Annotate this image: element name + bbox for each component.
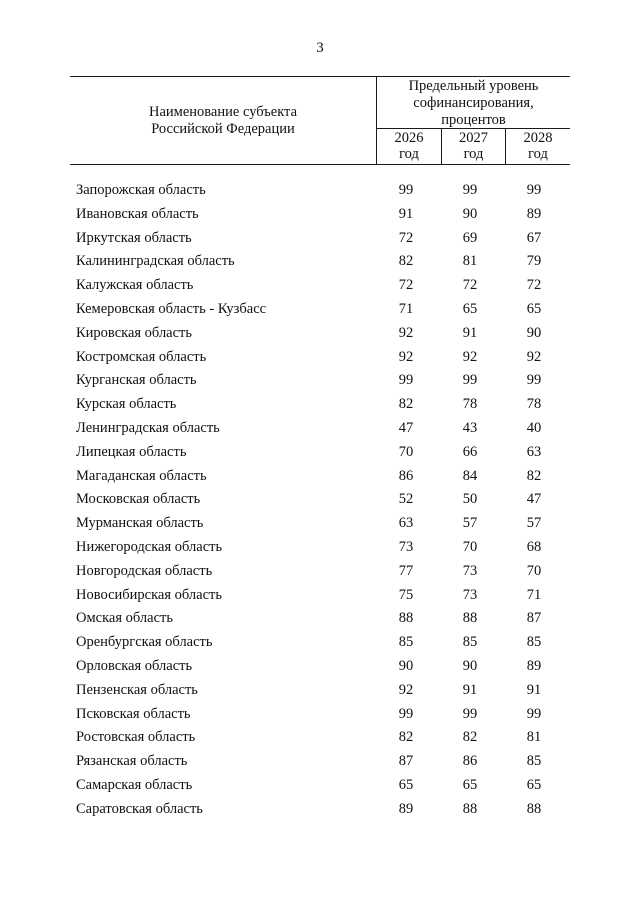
table-row xyxy=(0,655,640,679)
cofinancing-value-2027: 50 xyxy=(462,491,478,508)
region-name: Оренбургская область xyxy=(76,634,213,651)
table-row xyxy=(0,512,640,536)
cofinancing-value-2028: 63 xyxy=(526,443,542,460)
level-column-header xyxy=(377,78,570,129)
cofinancing-value-2026: 88 xyxy=(398,610,414,627)
cofinancing-value-2027: 91 xyxy=(462,681,478,698)
year-header-2028 xyxy=(506,130,570,162)
year-label: 2026 xyxy=(394,130,424,146)
cofinancing-value-2027: 65 xyxy=(462,776,478,793)
table-row xyxy=(0,465,640,489)
region-name: Иркутская область xyxy=(76,229,192,246)
cofinancing-value-2027: 88 xyxy=(462,610,478,627)
table-row xyxy=(0,631,640,655)
cofinancing-value-2026: 63 xyxy=(398,515,414,532)
cofinancing-value-2026: 82 xyxy=(398,729,414,746)
cofinancing-value-2026: 99 xyxy=(398,705,414,722)
cofinancing-value-2028: 89 xyxy=(526,657,542,674)
region-name: Липецкая область xyxy=(76,443,187,460)
cofinancing-value-2026: 99 xyxy=(398,372,414,389)
table-row xyxy=(0,274,640,298)
cofinancing-value-2028: 85 xyxy=(526,753,542,770)
table-row xyxy=(0,703,640,727)
cofinancing-value-2028: 82 xyxy=(526,467,542,484)
cofinancing-value-2027: 66 xyxy=(462,443,478,460)
cofinancing-value-2028: 47 xyxy=(526,491,542,508)
cofinancing-value-2028: 65 xyxy=(526,776,542,793)
region-name: Магаданская область xyxy=(76,467,207,484)
table-row xyxy=(0,750,640,774)
cofinancing-value-2028: 70 xyxy=(526,562,542,579)
table-row xyxy=(0,488,640,512)
cofinancing-value-2027: 99 xyxy=(462,372,478,389)
cofinancing-value-2028: 92 xyxy=(526,348,542,365)
cofinancing-value-2027: 91 xyxy=(462,324,478,341)
table-row xyxy=(0,441,640,465)
cofinancing-value-2026: 52 xyxy=(398,491,414,508)
region-name: Кировская область xyxy=(76,324,193,341)
cofinancing-value-2028: 99 xyxy=(526,705,542,722)
table-row xyxy=(0,250,640,274)
cofinancing-value-2026: 99 xyxy=(398,182,414,198)
region-name: Костромская область xyxy=(76,348,207,365)
region-name: Новгородская область xyxy=(76,562,213,579)
year-label: 2028 xyxy=(523,130,553,146)
cofinancing-value-2027: 88 xyxy=(462,800,478,817)
cofinancing-value-2028: 57 xyxy=(526,515,542,532)
cofinancing-value-2027: 73 xyxy=(462,562,478,579)
cofinancing-value-2026: 87 xyxy=(398,753,414,770)
cofinancing-value-2027: 69 xyxy=(462,229,478,246)
table-row xyxy=(0,560,640,584)
cofinancing-value-2026: 85 xyxy=(398,634,414,651)
cofinancing-value-2027: 72 xyxy=(462,277,478,294)
year-label: 2027 xyxy=(459,130,488,146)
region-name: Саратовская область xyxy=(76,800,203,817)
table-body xyxy=(0,179,640,822)
cofinancing-value-2026: 72 xyxy=(398,277,414,294)
cofinancing-value-2028: 68 xyxy=(526,538,542,555)
cofinancing-value-2026: 86 xyxy=(398,467,414,484)
cofinancing-value-2027: 92 xyxy=(462,348,478,365)
cofinancing-value-2027: 73 xyxy=(462,586,478,603)
cofinancing-value-2027: 90 xyxy=(462,657,478,674)
region-name: Московская область xyxy=(76,491,201,508)
subject-header-line: Российской Федерации xyxy=(151,121,295,137)
year-unit: год xyxy=(399,146,419,162)
cofinancing-value-2026: 92 xyxy=(398,681,414,698)
region-name: Новосибирская область xyxy=(76,586,222,603)
cofinancing-value-2027: 43 xyxy=(462,419,478,436)
level-header-line: софинансирования, xyxy=(413,95,534,111)
cofinancing-value-2027: 82 xyxy=(462,729,478,746)
cofinancing-value-2028: 99 xyxy=(526,182,542,198)
region-name: Калининградская область xyxy=(76,253,235,270)
cofinancing-value-2027: 84 xyxy=(462,467,478,484)
cofinancing-value-2027: 99 xyxy=(462,705,478,722)
cofinancing-value-2026: 72 xyxy=(398,229,414,246)
cofinancing-value-2028: 40 xyxy=(526,419,542,436)
year-header-2027 xyxy=(442,130,505,162)
cofinancing-value-2026: 73 xyxy=(398,538,414,555)
header-bottom-rule xyxy=(70,164,570,165)
cofinancing-value-2026: 77 xyxy=(398,562,414,579)
year-header-2026 xyxy=(377,130,441,162)
cofinancing-value-2028: 91 xyxy=(526,681,542,698)
table-row xyxy=(0,798,640,822)
region-name: Рязанская область xyxy=(76,753,188,770)
table-row xyxy=(0,203,640,227)
cofinancing-value-2028: 65 xyxy=(526,300,542,317)
table-row xyxy=(0,726,640,750)
region-name: Орловская область xyxy=(76,657,193,674)
table-row xyxy=(0,679,640,703)
cofinancing-value-2026: 92 xyxy=(398,348,414,365)
cofinancing-value-2027: 57 xyxy=(462,515,478,532)
level-header-line: процентов xyxy=(441,112,506,128)
region-name: Калужская область xyxy=(76,277,194,294)
cofinancing-value-2026: 71 xyxy=(398,300,414,317)
cofinancing-value-2028: 89 xyxy=(526,205,542,222)
cofinancing-value-2027: 86 xyxy=(462,753,478,770)
table-row xyxy=(0,227,640,251)
region-name: Нижегородская область xyxy=(76,538,223,555)
region-name: Запорожская область xyxy=(76,182,206,198)
cofinancing-value-2026: 82 xyxy=(398,396,414,413)
cofinancing-value-2028: 71 xyxy=(526,586,542,603)
region-name: Ивановская область xyxy=(76,205,199,222)
cofinancing-value-2027: 65 xyxy=(462,300,478,317)
cofinancing-value-2027: 70 xyxy=(462,538,478,555)
subject-header-line: Наименование субъекта xyxy=(148,104,298,120)
cofinancing-value-2027: 78 xyxy=(462,396,478,413)
cofinancing-value-2028: 67 xyxy=(526,229,542,246)
table-row xyxy=(0,346,640,370)
region-name: Омская область xyxy=(76,610,173,627)
cofinancing-value-2026: 90 xyxy=(398,657,414,674)
page-number: 3 xyxy=(316,40,324,56)
cofinancing-value-2028: 85 xyxy=(526,634,542,651)
cofinancing-value-2028: 90 xyxy=(526,324,542,341)
table-row xyxy=(0,393,640,417)
cofinancing-value-2026: 82 xyxy=(398,253,414,270)
region-name: Мурманская область xyxy=(76,515,204,532)
cofinancing-value-2026: 70 xyxy=(398,443,414,460)
year-unit: год xyxy=(463,146,484,162)
cofinancing-value-2026: 75 xyxy=(398,586,414,603)
cofinancing-value-2027: 90 xyxy=(462,205,478,222)
cofinancing-value-2028: 81 xyxy=(526,729,542,746)
table-row xyxy=(0,584,640,608)
cofinancing-value-2026: 47 xyxy=(398,419,414,436)
region-name: Кемеровская область - Кузбасс xyxy=(76,300,267,317)
cofinancing-value-2028: 79 xyxy=(526,253,542,270)
cofinancing-value-2028: 72 xyxy=(526,277,542,294)
region-name: Ленинградская область xyxy=(76,419,220,436)
level-header-line: Предельный уровень xyxy=(408,78,539,94)
subject-column-header xyxy=(70,104,376,138)
cofinancing-value-2026: 89 xyxy=(398,800,414,817)
table-row xyxy=(0,369,640,393)
table-row xyxy=(0,179,640,203)
table-row xyxy=(0,322,640,346)
table-row xyxy=(0,607,640,631)
region-name: Самарская область xyxy=(76,776,193,793)
cofinancing-value-2028: 87 xyxy=(526,610,542,627)
cofinancing-value-2027: 81 xyxy=(462,253,478,270)
cofinancing-value-2028: 88 xyxy=(526,800,542,817)
cofinancing-value-2028: 78 xyxy=(526,396,542,413)
region-name: Курская область xyxy=(76,396,177,413)
table-row xyxy=(0,298,640,322)
table-row xyxy=(0,536,640,560)
table-row xyxy=(0,417,640,441)
cofinancing-value-2026: 92 xyxy=(398,324,414,341)
region-name: Ростовская область xyxy=(76,729,196,746)
region-name: Курганская область xyxy=(76,372,197,389)
cofinancing-value-2027: 99 xyxy=(462,182,478,198)
table-top-rule xyxy=(70,76,570,77)
cofinancing-value-2027: 85 xyxy=(462,634,478,651)
cofinancing-value-2026: 65 xyxy=(398,776,414,793)
cofinancing-value-2028: 99 xyxy=(526,372,542,389)
year-unit: год xyxy=(528,146,548,162)
region-name: Псковская область xyxy=(76,705,191,722)
table-row xyxy=(0,774,640,798)
cofinancing-value-2026: 91 xyxy=(398,205,414,222)
region-name: Пензенская область xyxy=(76,681,198,698)
